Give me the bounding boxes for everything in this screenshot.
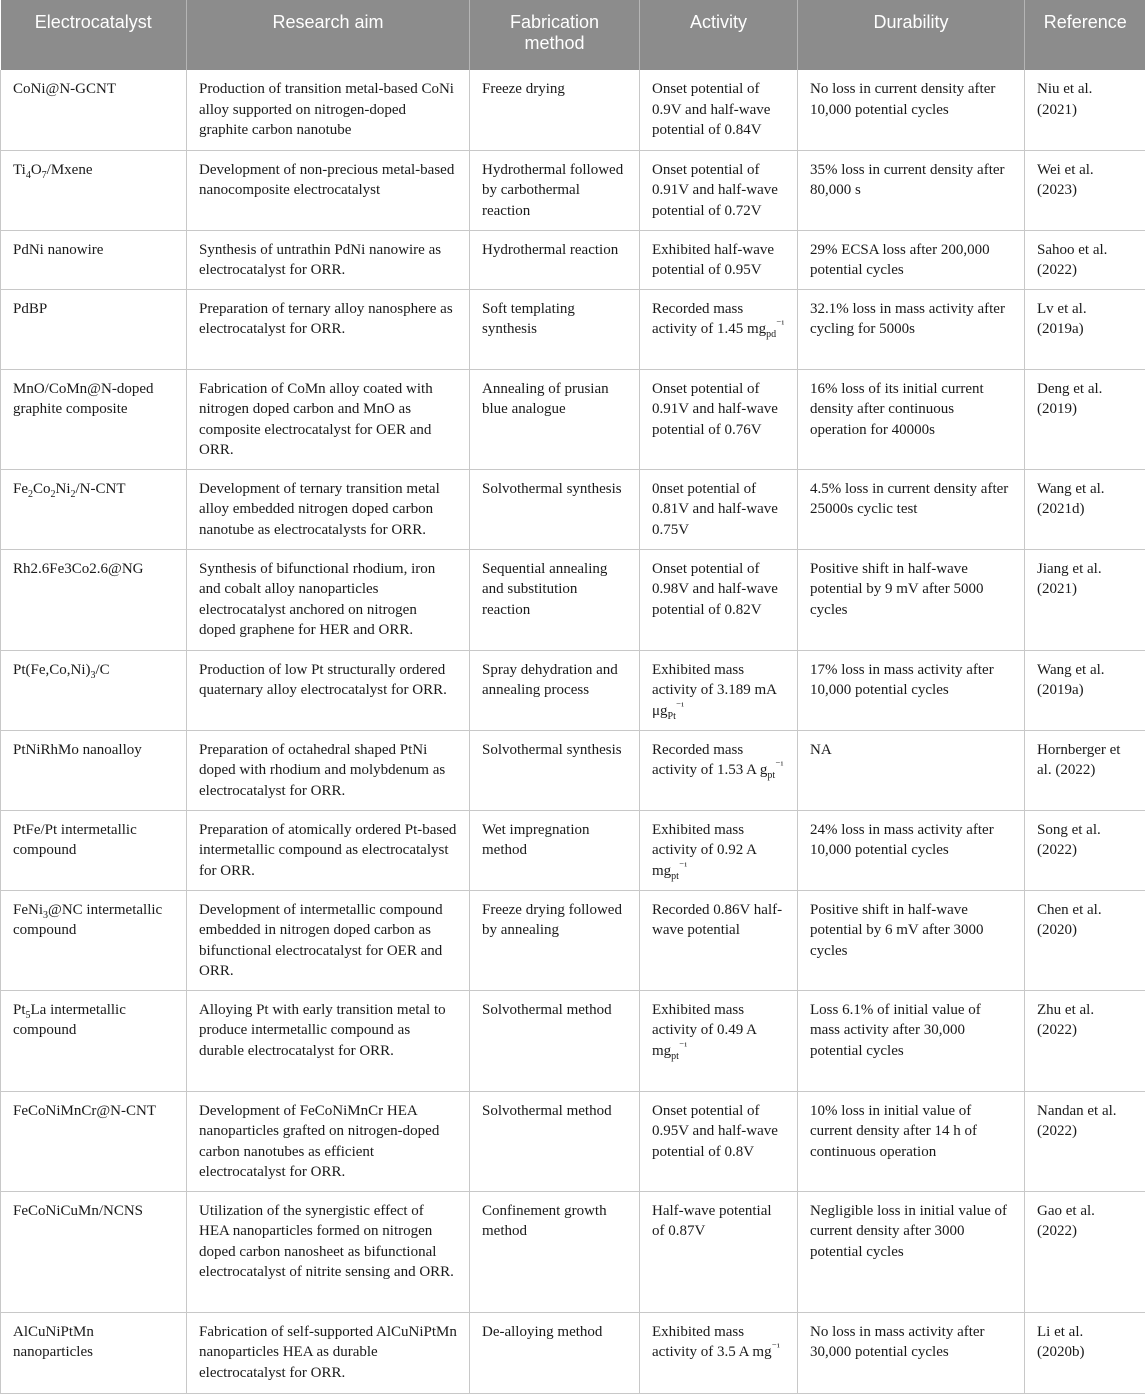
cell-durability: Negligible loss in initial value of current density after 3000 potential cycles xyxy=(798,1191,1025,1312)
cell-research-aim: Alloying Pt with early transition metal to produce intermetallic compound as durable electrocatalyst for ORR. xyxy=(187,990,470,1091)
cell-fabrication-method: Wet impregnation method xyxy=(470,810,640,890)
cell-electrocatalyst: FeNi$_3$@NC intermetallic compound xyxy=(1,890,187,990)
cell-reference: Hornberger et al. (2022) xyxy=(1025,730,1145,810)
cell-activity: Onset potential of 0.95V and half-wave potential of 0.8V xyxy=(640,1091,798,1191)
cell-research-aim: Development of intermetallic compound embedded in nitrogen doped carbon as bifunctional electrocatalyst for OER and ORR. xyxy=(187,890,470,990)
cell-activity: Exhibited mass activity of 0.92 A $mg_{pt}^{^{-1}}$ xyxy=(640,810,798,890)
cell-electrocatalyst: PtFe/Pt intermetallic compound xyxy=(1,810,187,890)
cell-durability: 10% loss in initial value of current density after 14 h of continuous operation xyxy=(798,1091,1025,1191)
cell-reference: Gao et al. (2022) xyxy=(1025,1191,1145,1312)
cell-reference: Li et al. (2020b) xyxy=(1025,1312,1145,1393)
table-row xyxy=(1,289,1145,369)
cell-durability: 32.1% loss in mass activity after cycling for 5000s xyxy=(798,289,1025,369)
cell-durability: Positive shift in half-wave potential by 9 mV after 5000 cycles xyxy=(798,549,1025,650)
table-row xyxy=(1,1312,1145,1393)
header-durability: Durability xyxy=(798,0,1025,70)
cell-durability: Loss 6.1% of initial value of mass activity after 30,000 potential cycles xyxy=(798,990,1025,1091)
cell-fabrication-method: Hydrothermal followed by carbothermal reaction xyxy=(470,150,640,230)
table-row xyxy=(1,730,1145,810)
cell-fabrication-method: Freeze drying followed by annealing xyxy=(470,890,640,990)
table-row xyxy=(1,469,1145,549)
header-research-aim: Research aim xyxy=(187,0,470,70)
table-row xyxy=(1,650,1145,730)
cell-fabrication-method: Solvothermal method xyxy=(470,1091,640,1191)
cell-reference: Wang et al. (2019a) xyxy=(1025,650,1145,730)
table-row xyxy=(1,70,1145,150)
cell-electrocatalyst: PdBP xyxy=(1,289,187,369)
cell-electrocatalyst: PtNiRhMo nanoalloy xyxy=(1,730,187,810)
cell-reference: Sahoo et al. (2022) xyxy=(1025,230,1145,289)
table-row xyxy=(1,890,1145,990)
cell-research-aim: Preparation of ternary alloy nanosphere as electrocatalyst for ORR. xyxy=(187,289,470,369)
cell-reference: Lv et al. (2019a) xyxy=(1025,289,1145,369)
cell-activity: Onset potential of 0.9V and half-wave potential of 0.84V xyxy=(640,70,798,150)
cell-electrocatalyst: FeCoNiMnCr@N-CNT xyxy=(1,1091,187,1191)
cell-electrocatalyst: FeCoNiCuMn/NCNS xyxy=(1,1191,187,1312)
cell-durability: No loss in current density after 10,000 potential cycles xyxy=(798,70,1025,150)
cell-research-aim: Fabrication of CoMn alloy coated with nitrogen doped carbon and MnO as composite electrocatalyst for OER and ORR. xyxy=(187,369,470,469)
cell-fabrication-method: De-alloying method xyxy=(470,1312,640,1393)
cell-research-aim: Fabrication of self-supported AlCuNiPtMn nanoparticles HEA as durable electrocatalyst for ORR. xyxy=(187,1312,470,1393)
cell-activity: Exhibited half-wave potential of 0.95V xyxy=(640,230,798,289)
table-row xyxy=(1,369,1145,469)
cell-fabrication-method: Solvothermal synthesis xyxy=(470,730,640,810)
cell-research-aim: Preparation of octahedral shaped PtNi doped with rhodium and molybdenum as electrocatalyst for ORR. xyxy=(187,730,470,810)
header-activity: Activity xyxy=(640,0,798,70)
header-reference: Reference xyxy=(1025,0,1145,70)
cell-fabrication-method: Solvothermal method xyxy=(470,990,640,1091)
cell-electrocatalyst: $Ti_4O_7$/Mxene xyxy=(1,150,187,230)
cell-reference: Chen et al. (2020) xyxy=(1025,890,1145,990)
cell-activity: Exhibited mass activity of 0.49 A $mg_{pt}^{^{-1}}$ xyxy=(640,990,798,1091)
cell-fabrication-method: Confinement growth method xyxy=(470,1191,640,1312)
cell-durability: 24% loss in mass activity after 10,000 potential cycles xyxy=(798,810,1025,890)
cell-reference: Nandan et al. (2022) xyxy=(1025,1091,1145,1191)
cell-research-aim: Development of FeCoNiMnCr HEA nanoparticles grafted on nitrogen-doped carbon nanotubes as efficient electrocatalyst for ORR. xyxy=(187,1091,470,1191)
table-row xyxy=(1,810,1145,890)
cell-research-aim: Production of transition metal-based CoNi alloy supported on nitrogen-doped graphite carbon nanotube xyxy=(187,70,470,150)
cell-durability: 17% loss in mass activity after 10,000 potential cycles xyxy=(798,650,1025,730)
cell-activity: Onset potential of 0.98V and half-wave potential of 0.82V xyxy=(640,549,798,650)
table-row xyxy=(1,549,1145,650)
table-row xyxy=(1,230,1145,289)
cell-durability: 16% loss of its initial current density after continuous operation for 40000s xyxy=(798,369,1025,469)
cell-electrocatalyst: MnO/CoMn@N-doped graphite composite xyxy=(1,369,187,469)
cell-fabrication-method: Spray dehydration and annealing process xyxy=(470,650,640,730)
cell-fabrication-method: Freeze drying xyxy=(470,70,640,150)
cell-reference: Zhu et al. (2022) xyxy=(1025,990,1145,1091)
cell-electrocatalyst: Rh2.6Fe3Co2.6@NG xyxy=(1,549,187,650)
cell-electrocatalyst: $Pt_5La$ intermetallic compound xyxy=(1,990,187,1091)
cell-fabrication-method: Annealing of prusian blue analogue xyxy=(470,369,640,469)
cell-activity: Recorded mass activity of 1.45 $mg_{pd}^{^{-1}}$ xyxy=(640,289,798,369)
cell-research-aim: Preparation of atomically ordered Pt-based intermetallic compound as electrocatalyst for ORR. xyxy=(187,810,470,890)
cell-electrocatalyst: $Pt(Fe,Co,Ni)_3/C$ xyxy=(1,650,187,730)
cell-activity: Exhibited mass activity of 3.189 mA $\mu g_{Pt}^{^{-1}}$ xyxy=(640,650,798,730)
cell-electrocatalyst: PdNi nanowire xyxy=(1,230,187,289)
cell-research-aim: Synthesis of untrathin PdNi nanowire as electrocatalyst for ORR. xyxy=(187,230,470,289)
cell-reference: Wei et al. (2023) xyxy=(1025,150,1145,230)
table-row xyxy=(1,990,1145,1091)
cell-electrocatalyst: AlCuNiPtMn nanoparticles xyxy=(1,1312,187,1393)
header-electrocatalyst: Electrocatalyst xyxy=(1,0,187,70)
cell-activity: Exhibited mass activity of 3.5 A $mg^{^{-1}}$ xyxy=(640,1312,798,1393)
table-row xyxy=(1,1091,1145,1191)
table-header xyxy=(1,0,1145,70)
header-fabrication-method: Fabrication method xyxy=(470,0,640,70)
cell-activity: 0nset potential of 0.81V and half-wave 0.75V xyxy=(640,469,798,549)
cell-reference: Song et al. (2022) xyxy=(1025,810,1145,890)
cell-reference: Deng et al. (2019) xyxy=(1025,369,1145,469)
cell-fabrication-method: Sequential annealing and substitution reaction xyxy=(470,549,640,650)
cell-activity: Onset potential of 0.91V and half-wave potential of 0.72V xyxy=(640,150,798,230)
cell-fabrication-method: Hydrothermal reaction xyxy=(470,230,640,289)
cell-durability: No loss in mass activity after 30,000 potential cycles xyxy=(798,1312,1025,1393)
cell-research-aim: Production of low Pt structurally ordered quaternary alloy electrocatalyst for ORR. xyxy=(187,650,470,730)
cell-research-aim: Development of non-precious metal-based nanocomposite electrocatalyst xyxy=(187,150,470,230)
cell-durability: 4.5% loss in current density after 25000s cyclic test xyxy=(798,469,1025,549)
cell-activity: Recorded mass activity of 1.53 A $g_{pt}^{^{-1}}$ xyxy=(640,730,798,810)
cell-durability: 29% ECSA loss after 200,000 potential cycles xyxy=(798,230,1025,289)
cell-activity: Onset potential of 0.91V and half-wave potential of 0.76V xyxy=(640,369,798,469)
table-row xyxy=(1,150,1145,230)
cell-fabrication-method: Solvothermal synthesis xyxy=(470,469,640,549)
cell-reference: Wang et al. (2021d) xyxy=(1025,469,1145,549)
cell-reference: Jiang et al. (2021) xyxy=(1025,549,1145,650)
table-body xyxy=(1,70,1145,1393)
cell-durability: Positive shift in half-wave potential by 6 mV after 3000 cycles xyxy=(798,890,1025,990)
cell-activity: Half-wave potential of 0.87V xyxy=(640,1191,798,1312)
cell-electrocatalyst: $Fe_2Co_2Ni_2/N$-CNT xyxy=(1,469,187,549)
cell-research-aim: Development of ternary transition metal alloy embedded nitrogen doped carbon nanotube as electrocatalysts for ORR. xyxy=(187,469,470,549)
cell-fabrication-method: Soft templating synthesis xyxy=(470,289,640,369)
cell-research-aim: Utilization of the synergistic effect of HEA nanoparticles formed on nitrogen doped carbon nanosheet as bifunctional electrocatalyst of nitrite sensing and ORR. xyxy=(187,1191,470,1312)
cell-durability: 35% loss in current density after 80,000 s xyxy=(798,150,1025,230)
cell-activity: Recorded 0.86V half-wave potential xyxy=(640,890,798,990)
cell-durability: NA xyxy=(798,730,1025,810)
cell-electrocatalyst: CoNi@N-GCNT xyxy=(1,70,187,150)
cell-research-aim: Synthesis of bifunctional rhodium, iron and cobalt alloy nanoparticles electrocatalyst anchored on nitrogen doped graphene for HER and ORR. xyxy=(187,549,470,650)
table-row xyxy=(1,1191,1145,1312)
cell-reference: Niu et al. (2021) xyxy=(1025,70,1145,150)
